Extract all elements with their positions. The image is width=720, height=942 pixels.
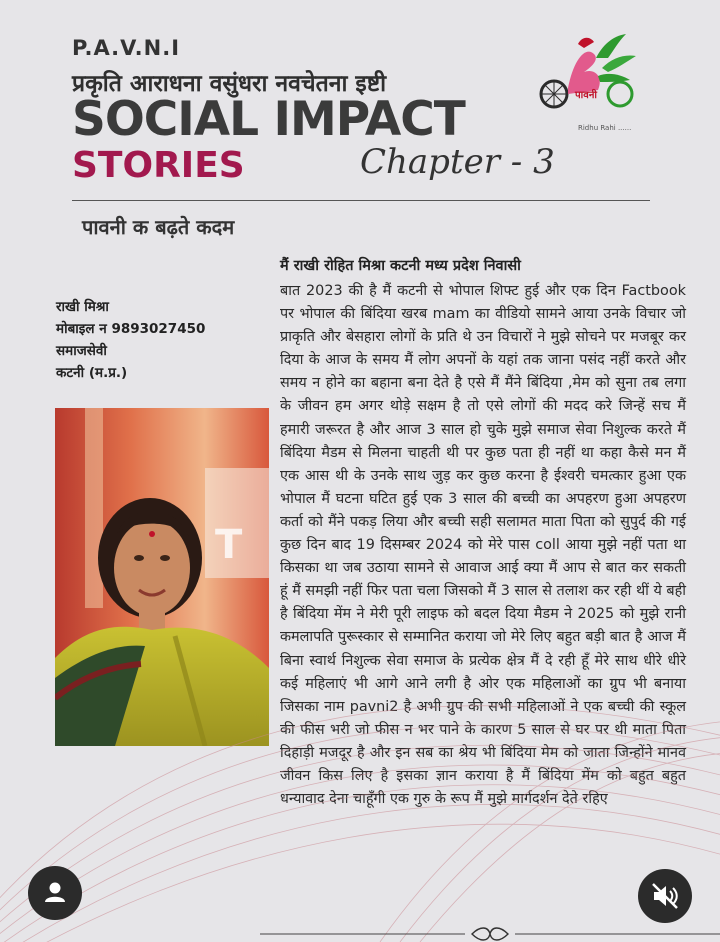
chapter-label: Chapter - 3	[360, 142, 555, 182]
section-title: पावनी क बढ़ते कदम	[82, 215, 235, 239]
logo-subtext: Ridhu Rahi ......	[578, 124, 632, 132]
org-tagline: प्रकृति आराधना वसुंधरा नवचेतना इष्टी	[72, 71, 387, 97]
author-mobile: मोबाइल न 9893027450	[56, 321, 206, 337]
org-acronym: P.A.V.N.I	[72, 36, 181, 60]
svg-text:T: T	[215, 522, 243, 568]
story-intro: मैं राखी रोहित मिश्रा कटनी मध्य प्रदेश निवासी	[280, 258, 521, 274]
speaker-muted-icon	[638, 869, 692, 923]
profile-button[interactable]	[28, 866, 82, 920]
story-body: बात 2023 की है मैं कटनी से भोपाल शिफ्ट हुई और एक दिन Factbook पर भोपाल की बिंदिया खरब mam का वीडियो सामने आया उनके विचार जो प्राकृति और बेसहारा लोगों के प्रति थे उन विचारों ने मुझे सोचने पर मजबूर कर दिया के आज के समय मैं लोग अपनों के यहां तक जाना पसंद नहीं करते और समय न होने का बहाना बना देते है एसे मैं मैंने बिंदिया ,मेम को सुना तब लगा के जीवन हम अगर थोड़े सक्षम है तो एसे लोगों की मदद करे जिन्हें सच मैं हमारी जरूरत है और आज 3 साल हो चुके मुझे समाज सेवा निशुल्क करते मैं बिंदिया मैडम से मिलना चाहती थी पर कुछ पता ही नहीं था कहा कैसे मन मैं एक आस थी के उनके साथ जुड़ कर कुछ करना है ईश्वरी चमत्कार हुआ एक भोपाल मैं घटना घटित हुई एक 3 साल की बच्ची का अपहरण हुआ अपहरण कर्ता को मैंने पकड़ लिया और बच्ची सही सलामत माता पिता को सुपुर्द की गई कुछ दिन बाद 19 दिसम्बर 2024 को मेरे पास coll आया मुझे नहीं पता था किसका था जब उठाया सामने से आवाज आई क्या मैं आप से बात कर सकती हूं मैं समझी नहीं फिर पता चला जिसको मैं 3 साल से तलाश कर रही थीं ये बही है बिंदिया मेंम ने मेरी पूरी लाइफ को बदल दिया मैडम ने 2025 को मुझे रानी कमलापति पुरूस्कार से सम्मानित कराया जो मेरे लिए बहुत बड़ी बात है आज मैं बिना स्वार्थ निशुल्क सेवा समाज के प्रत्येक क्षेत्र मैं दे रही हूँ मेरे साथ धीरे धीरे कई महिलाएं भी आगे आने लगी है ओर एक महिलाओं का ग्रुप भी बनाया जिसका नाम pavni2 है अभी ग्रुप की सभी महिलाओं ने एक बच्ची की स्कूल की फीस भरी जो फीस न भर पाने के कारण 5 साल से घर पर थी माता पिता दिहाड़ी मजदूर है और इन सब का श्रेय भी बिंदिया मेम को जाता जिन्होंने मानव जीवन किस लिए है इसका ज्ञान कराया है मैं बिंदिया मेंम को बहुत बहुत धन्यावाद देना चाहूँगी एक गुरु के रूप मैं मुझे मार्गदर्शन देते रहिए	[280, 283, 686, 808]
header-divider	[72, 200, 650, 201]
headline-stories: STORIES	[72, 145, 245, 186]
ornament-divider	[260, 926, 720, 942]
pavni-logo	[538, 28, 640, 124]
decorative-swirl-lines	[0, 620, 720, 942]
author-place: कटनी (म.प्र.)	[56, 365, 128, 381]
author-card	[56, 296, 205, 384]
logo-word: पावनी	[575, 90, 597, 101]
headline: SOCIAL IMPACT	[72, 92, 465, 147]
mute-toggle-button[interactable]	[638, 869, 692, 923]
user-icon	[28, 866, 82, 920]
author-role: समाजसेवी	[56, 343, 107, 359]
author-name: राखी मिश्रा	[56, 299, 109, 315]
